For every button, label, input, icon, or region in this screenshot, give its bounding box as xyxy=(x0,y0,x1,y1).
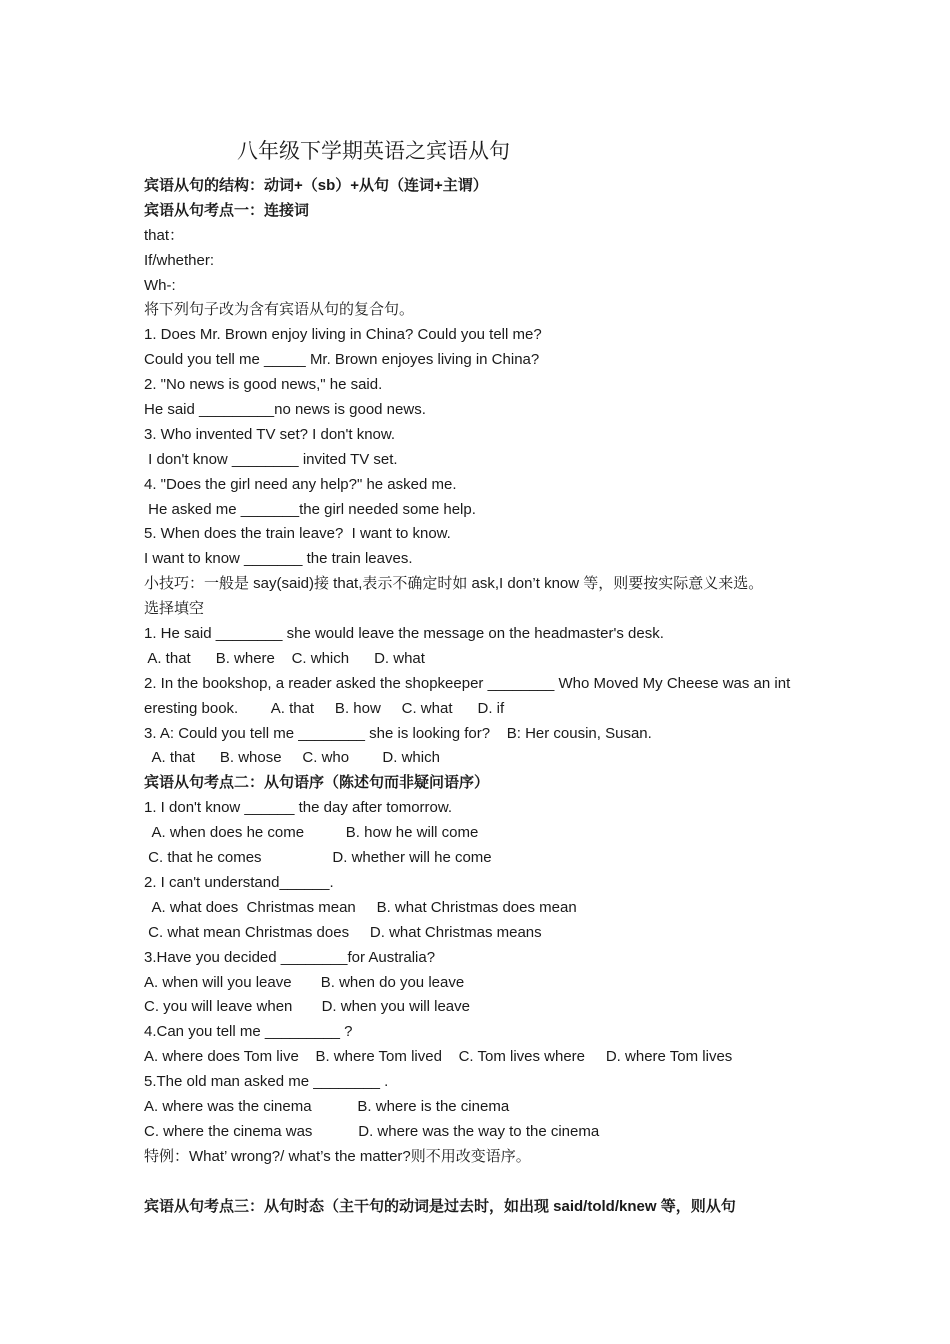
text-line: 5. When does the train leave? I want to know. xyxy=(144,525,451,543)
text-line: C. you will leave when D. when you will leave xyxy=(144,998,470,1016)
text-line: 3. A: Could you tell me ________ she is looking for? B: Her cousin, Susan. xyxy=(144,724,652,742)
text-line: A. when does he come B. how he will come xyxy=(144,824,479,842)
text-line: A. where does Tom live B. where Tom lived C. Tom lives where D. where Tom lives xyxy=(144,1048,733,1066)
document-body xyxy=(144,174,824,1219)
text-line: A. what does Christmas mean B. what Christmas does mean xyxy=(144,898,577,916)
text-line: C. that he comes D. whether will he come xyxy=(144,849,492,867)
text-line: that： xyxy=(144,226,185,244)
text-line: 3. Who invented TV set? I don't know. xyxy=(144,425,396,443)
section-heading: 宾语从句考点三：从句时态（主干句的动词是过去时，如出现 said/told/knew 等，则从句 xyxy=(144,1197,736,1215)
text-line: A. where was the cinema B. where is the cinema xyxy=(144,1097,510,1115)
text-line: 选择填空 xyxy=(144,600,205,618)
text-line: 2. In the bookshop, a reader asked the shopkeeper ________ Who Moved My Cheese was an int xyxy=(144,674,791,692)
text-line: 3.Have you decided ________for Australia? xyxy=(144,948,436,966)
text-line: 小技巧：一般是 say(said)接 that,表示不确定时如 ask,I don’t know 等，则要按实际意义来选。 xyxy=(144,575,764,593)
text-line: I want to know _______ the train leaves. xyxy=(144,550,413,568)
text-line: If/whether: xyxy=(144,251,215,269)
section-heading: 宾语从句考点二：从句语序（陈述句而非疑问语序） xyxy=(144,774,490,792)
text-line: A. that B. where C. which D. what xyxy=(144,649,425,667)
text-line: 4.Can you tell me _________ ? xyxy=(144,1023,353,1041)
section-heading: 宾语从句的结构：动词+（sb）+从句（连词+主谓） xyxy=(144,177,488,194)
text-line: 将下列句子改为含有宾语从句的复合句。 xyxy=(144,301,415,319)
text-line: He said _________no news is good news. xyxy=(144,401,426,419)
section-heading: 宾语从句考点一：连接词 xyxy=(144,201,310,219)
text-line: I don't know ________ invited TV set. xyxy=(144,450,398,468)
text-line: He asked me _______the girl needed some help. xyxy=(144,500,476,518)
text-line: 1. Does Mr. Brown enjoy living in China? Could you tell me? xyxy=(144,326,542,344)
text-line: 2. I can't understand______. xyxy=(144,873,334,891)
text-line: 特例：What’ wrong?/ what’s the matter?则不用改变语序。 xyxy=(144,1147,531,1165)
text-line: Wh-: xyxy=(144,276,176,294)
blank-line xyxy=(144,1170,824,1195)
text-line: C. what mean Christmas does D. what Christmas means xyxy=(144,923,542,941)
text-line: A. when will you leave B. when do you leave xyxy=(144,973,465,991)
text-line: A. that B. whose C. who D. which xyxy=(144,749,440,767)
document-title: 八年级下学期英语之宾语从句 xyxy=(237,139,510,163)
text-line: eresting book. A. that B. how C. what D. if xyxy=(144,699,505,717)
text-line: Could you tell me _____ Mr. Brown enjoyes living in China? xyxy=(144,351,540,369)
text-line: 1. He said ________ she would leave the message on the headmaster's desk. xyxy=(144,625,664,643)
text-line: C. where the cinema was D. where was the way to the cinema xyxy=(144,1122,600,1140)
text-line: 4. "Does the girl need any help?" he asked me. xyxy=(144,475,457,493)
text-line: 5.The old man asked me ________ . xyxy=(144,1073,389,1091)
text-line: 1. I don't know ______ the day after tomorrow. xyxy=(144,799,453,817)
text-line: 2. "No news is good news," he said. xyxy=(144,376,383,394)
